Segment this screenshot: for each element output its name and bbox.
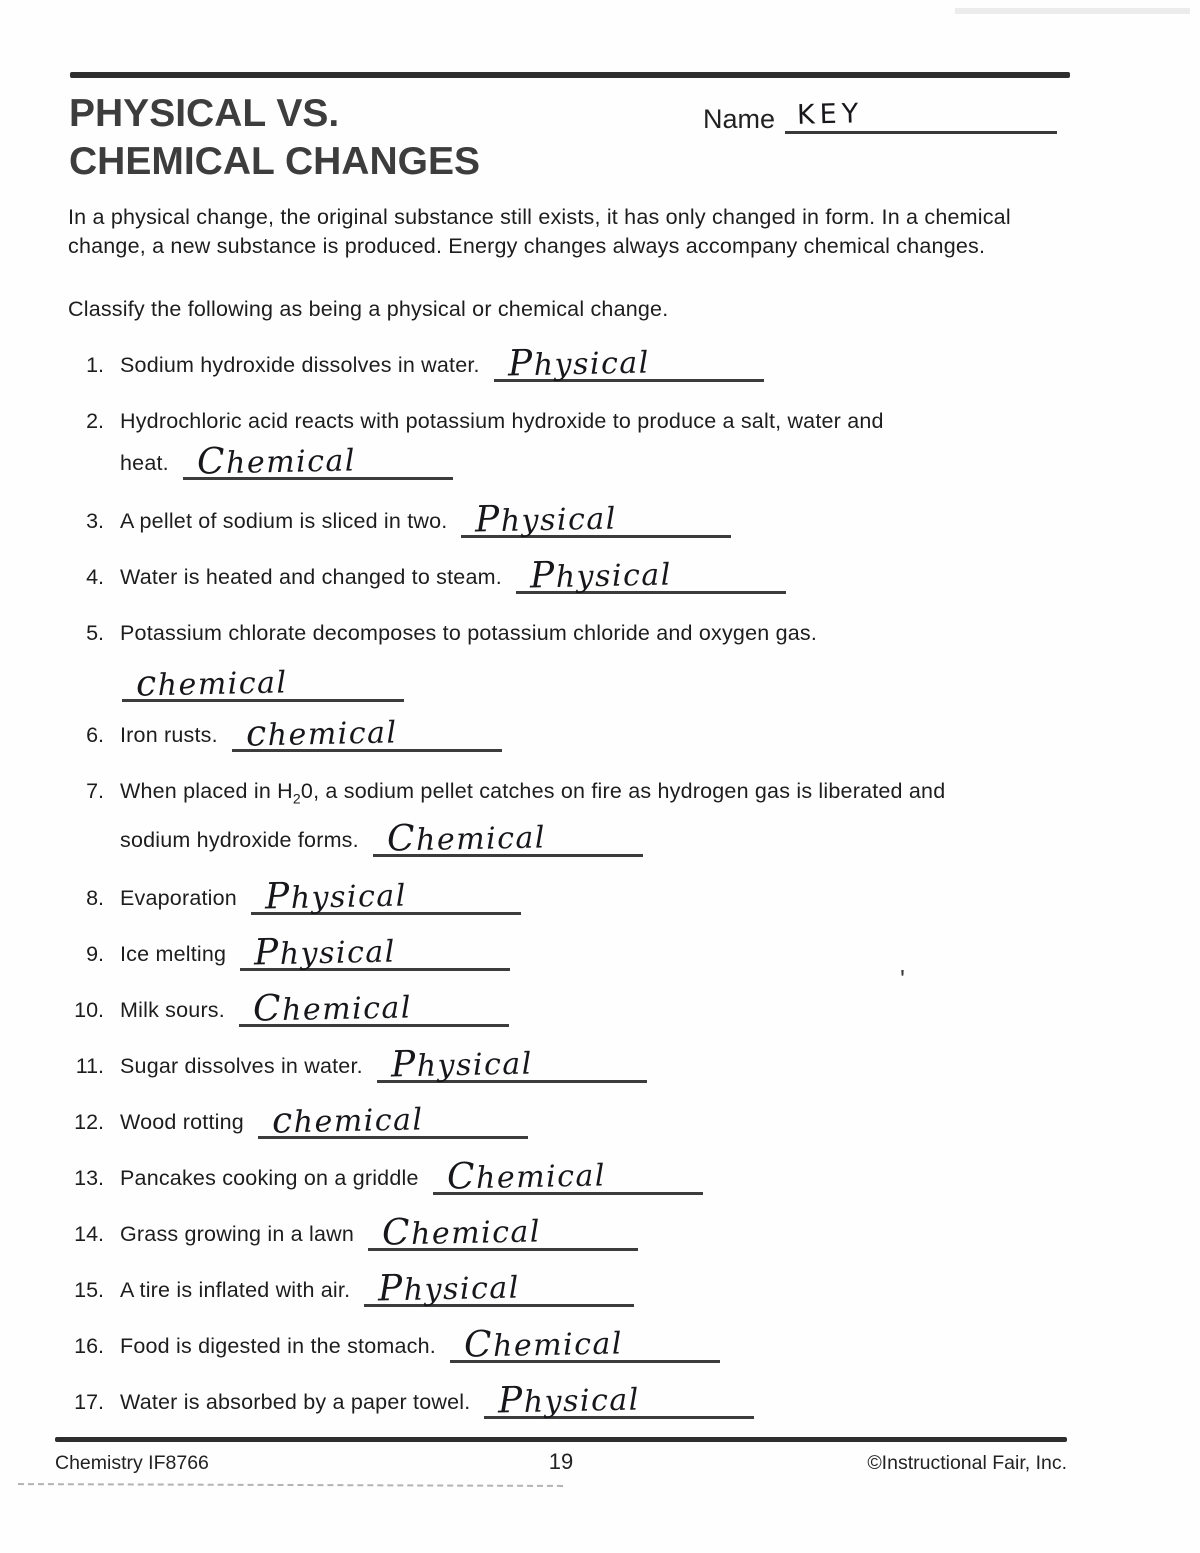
question-number: 2. (86, 409, 104, 433)
question-row (62, 1381, 1082, 1423)
handwritten-answer: Physical (253, 932, 397, 974)
question-text: Ice melting Physical (120, 933, 510, 975)
question-text: Grass growing in a lawn Chemical (120, 1213, 638, 1255)
page-title-line1: PHYSICAL VS. (69, 92, 340, 135)
handwritten-answer: Physical (475, 498, 618, 541)
scan-artifact-bottom (18, 1483, 563, 1487)
question-number: 7. (86, 779, 104, 803)
answer-blank-line (122, 663, 404, 705)
answer-blank-line (368, 1212, 638, 1254)
question-number: 4. (86, 565, 104, 589)
question-number: 15. (74, 1278, 104, 1303)
question-text: Hydrochloric acid reacts with potassium hydroxide to produce a salt, water and heat. Chemical (120, 400, 884, 484)
handwritten-answer: Physical (497, 1380, 641, 1422)
page-title (69, 90, 480, 186)
question-row (62, 556, 1082, 598)
question-text: Pancakes cooking on a griddle Chemical (120, 1157, 703, 1199)
question-list (62, 344, 1082, 1437)
answer-blank-line (450, 1324, 720, 1366)
question-text: When placed in $H_20$, a sodium pellet catches on fire as hydrogen gas is liberated and sodium hydroxide forms. Chemical (120, 770, 945, 861)
instruction-text: Classify the following as being a physical or chemical change. (68, 297, 669, 321)
question-text: A tire is inflated with air. Physical (120, 1269, 634, 1311)
answer-blank-line (461, 498, 731, 541)
handwritten-answer: Physical (529, 554, 673, 597)
footer-divider-rule (55, 1437, 1067, 1442)
handwritten-answer: Chemical (446, 1156, 606, 1198)
handwritten-answer: Physical (390, 1044, 533, 1086)
question-row (62, 1213, 1082, 1255)
handwritten-answer: chemical (271, 1100, 424, 1142)
question-number: 16. (74, 1334, 104, 1359)
question-row (62, 400, 1082, 484)
answer-blank-line (364, 1268, 634, 1310)
handwritten-answer: Physical (264, 876, 408, 918)
question-number: 17. (74, 1390, 104, 1415)
question-text: Water is absorbed by a paper towel. Physical (120, 1381, 754, 1423)
question-number: 14. (74, 1222, 104, 1247)
question-number: 10. (74, 998, 104, 1023)
handwritten-answer: chemical (245, 713, 398, 755)
question-text: Sugar dissolves in water. Physical (120, 1045, 647, 1087)
handwritten-answer: Chemical (252, 988, 413, 1030)
question-row (62, 877, 1082, 919)
handwritten-answer: chemical (135, 663, 288, 705)
answer-block (120, 663, 817, 705)
question-row (62, 933, 1082, 975)
question-number: 5. (86, 621, 104, 645)
answer-blank-line (484, 1380, 754, 1422)
scan-artifact-top (955, 8, 1190, 14)
handwritten-answer: Physical (377, 1268, 521, 1310)
top-divider-rule (70, 72, 1070, 78)
question-text: Milk sours. Chemical (120, 989, 509, 1031)
question-number: 12. (74, 1110, 104, 1135)
question-text: Wood rotting chemical (120, 1101, 528, 1143)
answer-blank-line (183, 441, 453, 483)
intro-paragraph: In a physical change, the original substance still exists, it has only changed in form. In a chemical change, a new substance is produced. Energy changes always accompany chemical changes. (68, 205, 1011, 258)
question-row (62, 1045, 1082, 1087)
scan-speck: ' (900, 964, 905, 994)
question-text: Water is heated and changed to steam. Physical (120, 556, 786, 598)
footer-copyright: ©Instructional Fair, Inc. (867, 1452, 1068, 1474)
answer-blank-line (373, 818, 643, 860)
question-text: A pellet of sodium is sliced in two. Physical (120, 500, 731, 542)
handwritten-answer: Chemical (386, 818, 547, 860)
question-row (62, 1157, 1082, 1199)
question-number: 1. (86, 353, 104, 377)
question-number: 11. (75, 1054, 104, 1079)
question-number: 3. (86, 509, 104, 533)
question-text: Iron rusts. chemical (120, 714, 502, 756)
question-row (62, 1325, 1082, 1367)
question-row (62, 500, 1082, 542)
answer-blank-line (433, 1156, 703, 1198)
question-row (62, 714, 1082, 756)
question-number: 9. (86, 942, 104, 967)
question-row (62, 612, 1082, 705)
name-label: Name (703, 104, 776, 134)
answer-blank-line (494, 342, 764, 385)
footer-page-number: 19 (548, 1449, 574, 1474)
question-row (62, 344, 1082, 386)
question-number: 13. (74, 1166, 104, 1191)
handwritten-answer: Physical (507, 342, 650, 385)
handwritten-answer: Chemical (381, 1212, 542, 1254)
answer-blank-line (516, 554, 786, 597)
page-title-line2: CHEMICAL CHANGES (69, 140, 480, 183)
handwritten-answer: Chemical (196, 441, 357, 483)
footer-book-title: Chemistry IF8766 (55, 1452, 209, 1474)
footer (55, 1449, 1067, 1475)
question-text: Potassium chlorate decomposes to potassium chloride and oxygen gas. chemical (120, 612, 817, 698)
question-text: Evaporation Physical (120, 877, 521, 919)
question-row (62, 1269, 1082, 1311)
question-row (62, 989, 1082, 1031)
question-text: Food is digested in the stomach. Chemical (120, 1325, 720, 1367)
name-blank-line (785, 98, 1057, 134)
question-number: 8. (86, 886, 104, 911)
question-row (62, 770, 1082, 861)
name-field (703, 98, 1057, 135)
question-text: Sodium hydroxide dissolves in water. Physical (120, 344, 764, 386)
handwritten-name: KEY (796, 98, 864, 131)
question-number: 6. (86, 723, 104, 747)
answer-blank-line (377, 1044, 647, 1086)
question-row (62, 1101, 1082, 1143)
handwritten-answer: Chemical (463, 1324, 624, 1366)
